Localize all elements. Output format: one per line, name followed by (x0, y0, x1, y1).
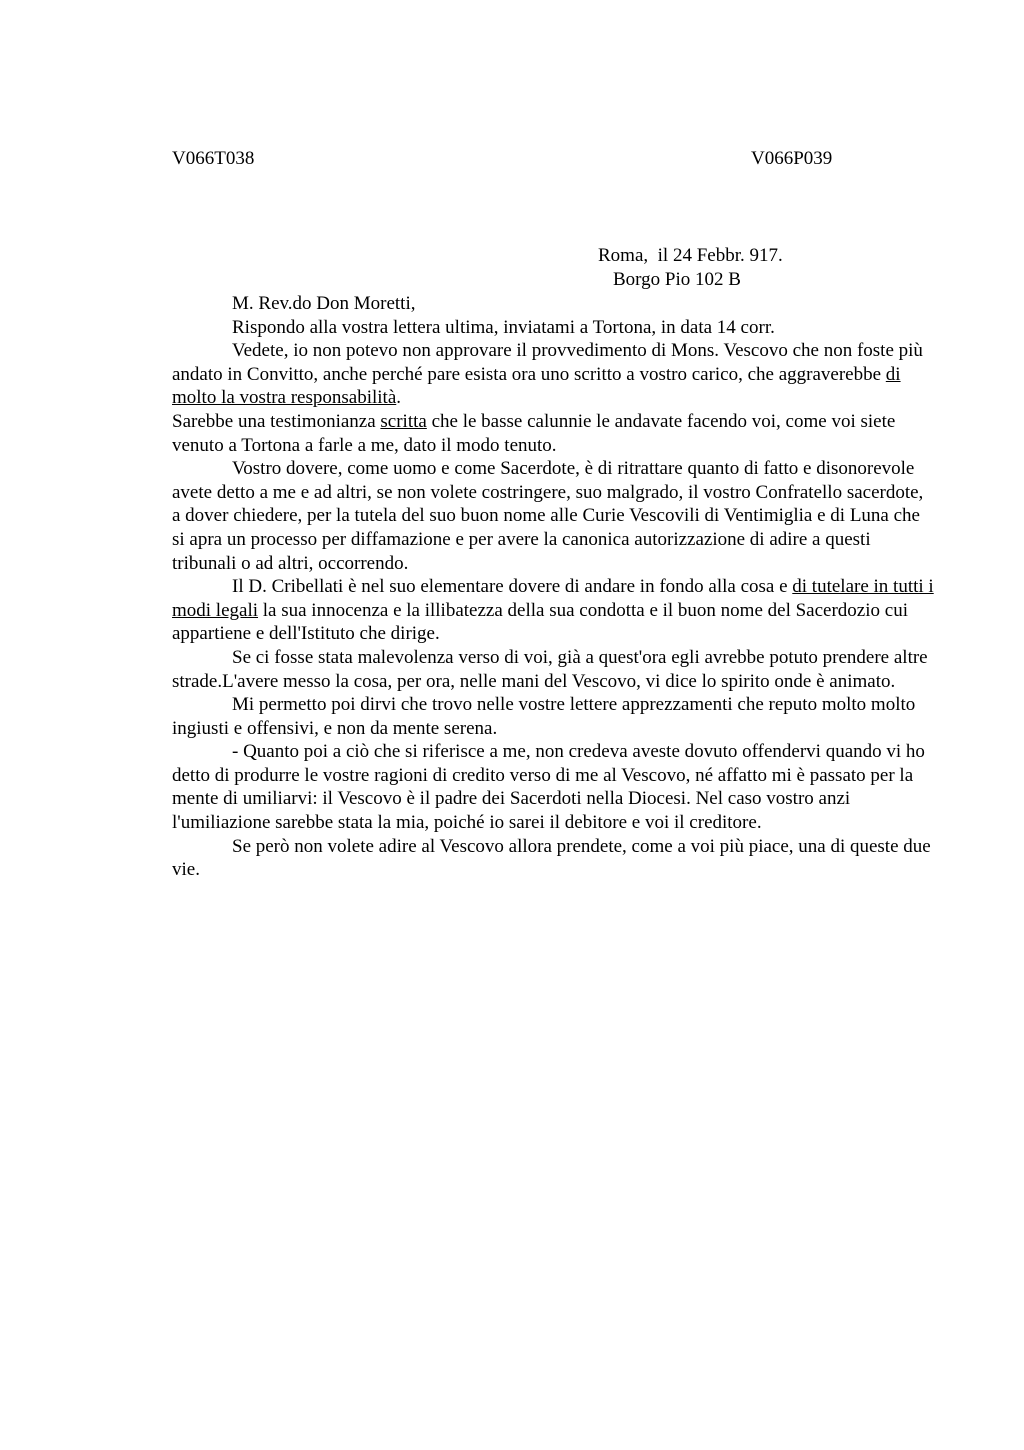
place-and-date: Roma, il 24 Febbr. 917. (598, 245, 783, 266)
paragraph-5-text: Il D. Cribellati è nel suo elementare dovere di andare in fondo alla cosa e (232, 576, 793, 598)
document-reference-right: V066P039 (751, 148, 833, 169)
paragraph-3-text: Sarebbe una testimonianza (172, 410, 381, 432)
letter-body (172, 292, 934, 882)
paragraph-9: Se però non volete adire al Vescovo allora prendete, come a voi più piace, una di queste due vie. (172, 835, 931, 881)
paragraph-5 (172, 575, 934, 646)
paragraph-2-text: Vedete, io non potevo non approvare il provvedimento di Mons. Vescovo che non foste più andato in Convitto, anche perché pare esista ora uno scritto a vostro carico, che aggraverebbe (172, 340, 923, 385)
paragraph-6: Se ci fosse stata malevolenza verso di voi, già a quest'ora egli avrebbe potuto prendere altre strade.L'avere messo la cosa, per ora, nelle mani del Vescovo, vi dice lo spirito onde è animato. (172, 646, 928, 692)
paragraph-3 (172, 410, 934, 457)
paragraph-7: Mi permetto poi dirvi che trovo nelle vostre lettere apprezzamenti che reputo molto molto ingiusti e offensivi, e non da mente serena. (172, 694, 916, 739)
sender-address: Borgo Pio 102 B (613, 269, 741, 290)
document-reference-left: V066T038 (172, 148, 255, 169)
paragraph-5-end: la sua innocenza e la illibatezza della sua condotta e il buon nome del Sacerdozio cui appartiene e dell'Istituto che dirige. (172, 599, 908, 645)
paragraph-2-end: . (396, 387, 402, 409)
paragraph-3-underlined: scritta (380, 410, 427, 432)
paragraph-8: - Quanto poi a ciò che si riferisce a me, non credeva aveste dovuto offendervi quando vi ho detto di produrre le vostre ragioni di credito verso di me al Vescovo, né affatto mi è passato per la mente di umiliarvi: il Vescovo è il padre dei Sacerdoti nella Diocesi. Nel caso vostro anzi l'umiliazione sarebbe stata la mia, poiché io sarei il debitore e voi il creditore. (172, 741, 925, 834)
paragraph-2 (172, 339, 934, 410)
salutation: M. Rev.do Don Moretti, (232, 293, 416, 314)
paragraph-3-end: che le basse calunnie le andavate facendo voi, come voi siete venuto a Tortona a farle a me, dato il modo tenuto. (172, 410, 896, 456)
paragraph-4: Vostro dovere, come uomo e come Sacerdote, è di ritrattare quanto di fatto e disonorevole avete detto a me e ad altri, se non volete costringere, suo malgrado, il vostro Confratello sacerdote, a dover chiedere, per la tutela del suo buon nome alle Curie Vescovili di Ventimiglia e di Luna che si apra un processo per diffamazione e per avere la canonica autorizzazione di adire a questi tribunali o ad altri, occorrendo. (172, 458, 924, 574)
paragraph-2-underlined: di molto la vostra responsabilità (172, 363, 901, 409)
paragraph-5-underlined: di tutelare in tutti i modi legali (172, 576, 934, 621)
paragraph-1: Rispondo alla vostra lettera ultima, inviatami a Tortona, in data 14 corr. (232, 316, 775, 338)
